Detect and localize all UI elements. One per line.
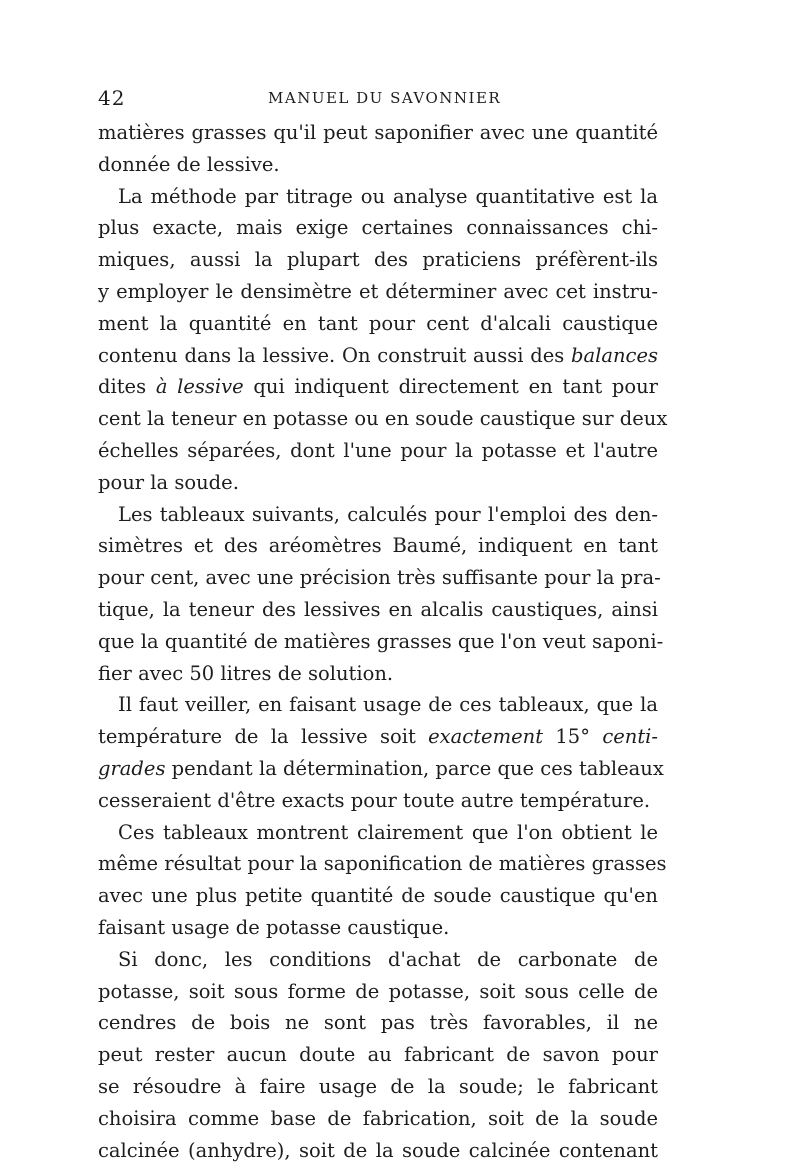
text-line: miques, aussi la plupart des praticiens préfèrent-ils (98, 244, 658, 276)
text-line: cesseraient d'être exacts pour toute autre température. (98, 785, 658, 817)
text-line: dites à lessive qui indiquent directement en tant pour (98, 371, 658, 403)
italic-term: à lessive (156, 375, 244, 398)
paragraph-start-line: Il faut veiller, en faisant usage de ces tableaux, que la (98, 689, 658, 721)
italic-term: balances (571, 344, 658, 367)
text-line: pour la soude. (98, 467, 658, 499)
text-line: potasse, soit sous forme de potasse, soit sous celle de (98, 976, 658, 1008)
paragraph-start-line: Les tableaux suivants, calculés pour l'emploi des den- (98, 499, 658, 531)
page-number: 42 (98, 86, 125, 110)
text-line: simètres et des aréomètres Baumé, indiquent en tant (98, 530, 658, 562)
page-header (98, 86, 658, 108)
text-line: cendres de bois ne sont pas très favorables, il ne (98, 1007, 658, 1039)
text-line: température de la lessive soit exactement 15° centi- (98, 721, 658, 753)
text-line: cent la teneur en potasse ou en soude caustique sur deux (98, 403, 658, 435)
text-line: se résoudre à faire usage de la soude; le fabricant (98, 1071, 658, 1103)
text-line: même résultat pour la saponification de matières grasses (98, 848, 658, 880)
text-line: avec une plus petite quantité de soude caustique qu'en (98, 880, 658, 912)
text-line: échelles séparées, dont l'une pour la potasse et l'autre (98, 435, 658, 467)
italic-term: centi- (602, 725, 658, 748)
paragraph-start-line: Si donc, les conditions d'achat de carbonate de (98, 944, 658, 976)
text-line: calcinée (anhydre), soit de la soude calcinée contenant (98, 1135, 658, 1166)
text-line: contenu dans la lessive. On construit aussi des balances (98, 340, 658, 372)
text-line: tique, la teneur des lessives en alcalis caustiques, ainsi (98, 594, 658, 626)
text-line: peut rester aucun doute au fabricant de savon pour (98, 1039, 658, 1071)
text-line: faisant usage de potasse caustique. (98, 912, 658, 944)
text-line: plus exacte, mais exige certaines connaissances chi- (98, 212, 658, 244)
text-line: donnée de lessive. (98, 149, 658, 181)
body-text (98, 117, 658, 1166)
italic-term: grades (98, 757, 165, 780)
running-title: MANUEL DU SAVONNIER (268, 89, 501, 107)
paragraph-start-line: Ces tableaux montrent clairement que l'on obtient le (98, 817, 658, 849)
text-line: y employer le densimètre et déterminer avec cet instru- (98, 276, 658, 308)
text-line: pour cent, avec une précision très suffisante pour la pra- (98, 562, 658, 594)
text-line: grades pendant la détermination, parce que ces tableaux (98, 753, 658, 785)
text-line: fier avec 50 litres de solution. (98, 658, 658, 690)
italic-term: exactement (428, 725, 543, 748)
text-line: matières grasses qu'il peut saponifier avec une quantité (98, 117, 658, 149)
text-line: choisira comme base de fabrication, soit de la soude (98, 1103, 658, 1135)
text-line: ment la quantité en tant pour cent d'alcali caustique (98, 308, 658, 340)
text-line: que la quantité de matières grasses que l'on veut saponi- (98, 626, 658, 658)
paragraph-start-line: La méthode par titrage ou analyse quantitative est la (98, 181, 658, 213)
